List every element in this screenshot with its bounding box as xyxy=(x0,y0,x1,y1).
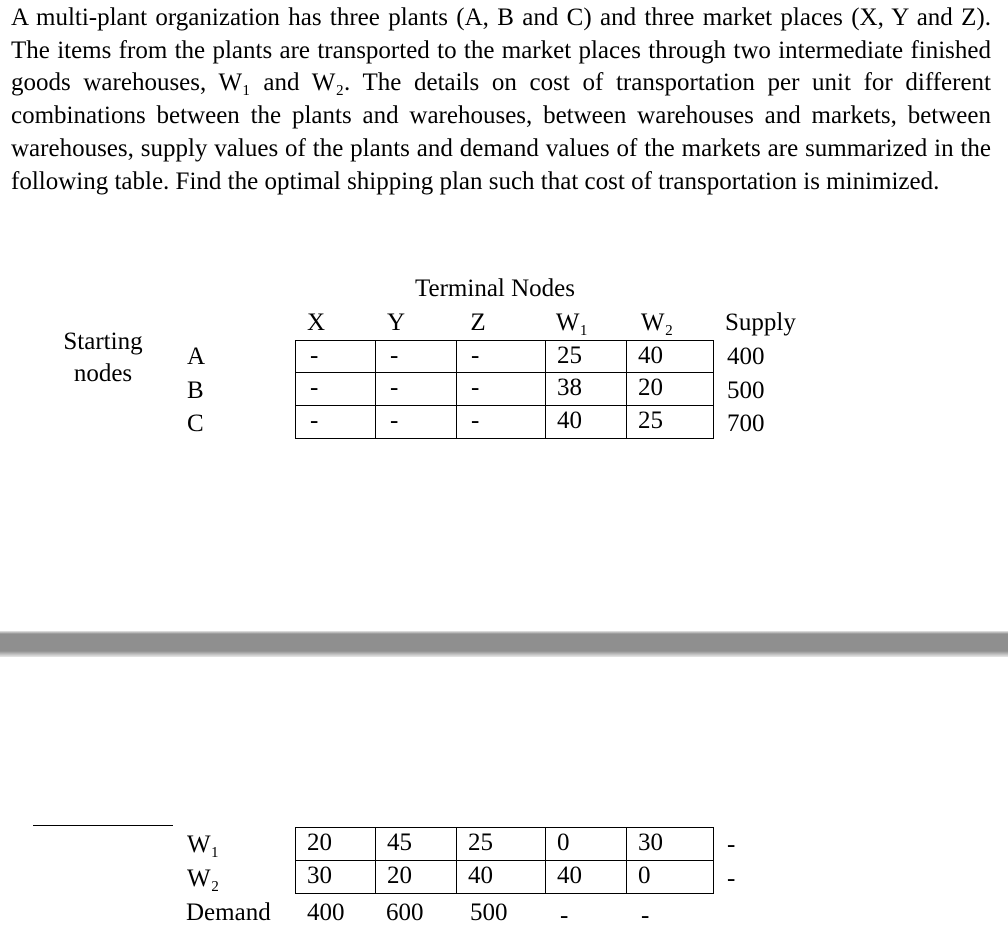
supply-w2: - xyxy=(727,865,736,892)
col-header-w2: W₂ xyxy=(640,309,674,336)
cell-c-w1: 40 xyxy=(545,405,627,439)
cell-a-w1: 25 xyxy=(545,340,627,373)
starting-nodes-label: Starting nodes xyxy=(63,328,143,387)
cell-w1-y: 45 xyxy=(375,827,457,861)
cell-b-y: - xyxy=(375,372,457,406)
cell-c-w2: 25 xyxy=(626,405,714,439)
page-divider xyxy=(0,631,1008,657)
demand-y: 600 xyxy=(386,899,424,926)
supply-a: 400 xyxy=(727,343,765,370)
cell-a-z: - xyxy=(456,340,546,373)
col-header-z: Z xyxy=(470,309,486,336)
problem-statement: A multi-plant organization has three plants (A, B and C) and three market places (X, Y and Z). The items from the plants are transported to the market places through two intermediate finished goods warehouses, W₁ and W₂. The details on cost of transportation per unit for different combinations between the plants and warehouses, between warehouses and markets, between warehouses, supply values of the plants and demand values of the markets are summarized in the following table. Find the optimal shipping plan such that cost of transportation is minimized. xyxy=(11,4,991,195)
row-label-w1: W₁ xyxy=(187,831,220,858)
demand-w1: - xyxy=(560,902,569,929)
supply-b: 500 xyxy=(727,377,765,404)
cell-c-x: - xyxy=(295,405,376,439)
row-label-b: B xyxy=(187,377,204,404)
cell-w2-w2: 0 xyxy=(626,860,714,894)
cell-w2-x: 30 xyxy=(295,860,376,894)
cell-a-x: - xyxy=(295,340,376,373)
cell-a-y: - xyxy=(375,340,457,373)
row-label-w2: W₂ xyxy=(187,865,220,892)
cell-w1-z: 25 xyxy=(456,827,546,861)
cell-w1-x: 20 xyxy=(295,827,376,861)
cell-b-z: - xyxy=(456,372,546,406)
supply-w1: - xyxy=(727,831,736,858)
cell-c-z: - xyxy=(456,405,546,439)
cell-b-w2: 20 xyxy=(626,372,714,406)
row-label-a: A xyxy=(187,343,206,370)
col-header-w1: W₁ xyxy=(555,309,589,336)
cell-w1-w1: 0 xyxy=(545,827,627,861)
demand-x: 400 xyxy=(307,899,345,926)
rule-line xyxy=(33,825,173,826)
cell-w2-y: 20 xyxy=(375,860,457,894)
cell-a-w2: 40 xyxy=(626,340,714,373)
cell-b-w1: 38 xyxy=(545,372,627,406)
supply-header: Supply xyxy=(725,309,796,336)
col-header-x: X xyxy=(306,309,326,336)
demand-label: Demand xyxy=(186,899,271,926)
demand-z: 500 xyxy=(470,899,508,926)
cell-b-x: - xyxy=(295,372,376,406)
col-header-y: Y xyxy=(386,309,406,336)
row-label-c: C xyxy=(187,410,204,437)
cell-w2-z: 40 xyxy=(456,860,546,894)
terminal-nodes-title: Terminal Nodes xyxy=(414,275,575,302)
demand-w2: - xyxy=(641,902,650,929)
cell-w2-w1: 40 xyxy=(545,860,627,894)
cell-c-y: - xyxy=(375,405,457,439)
cell-w1-w2: 30 xyxy=(626,827,714,861)
supply-c: 700 xyxy=(727,410,765,437)
